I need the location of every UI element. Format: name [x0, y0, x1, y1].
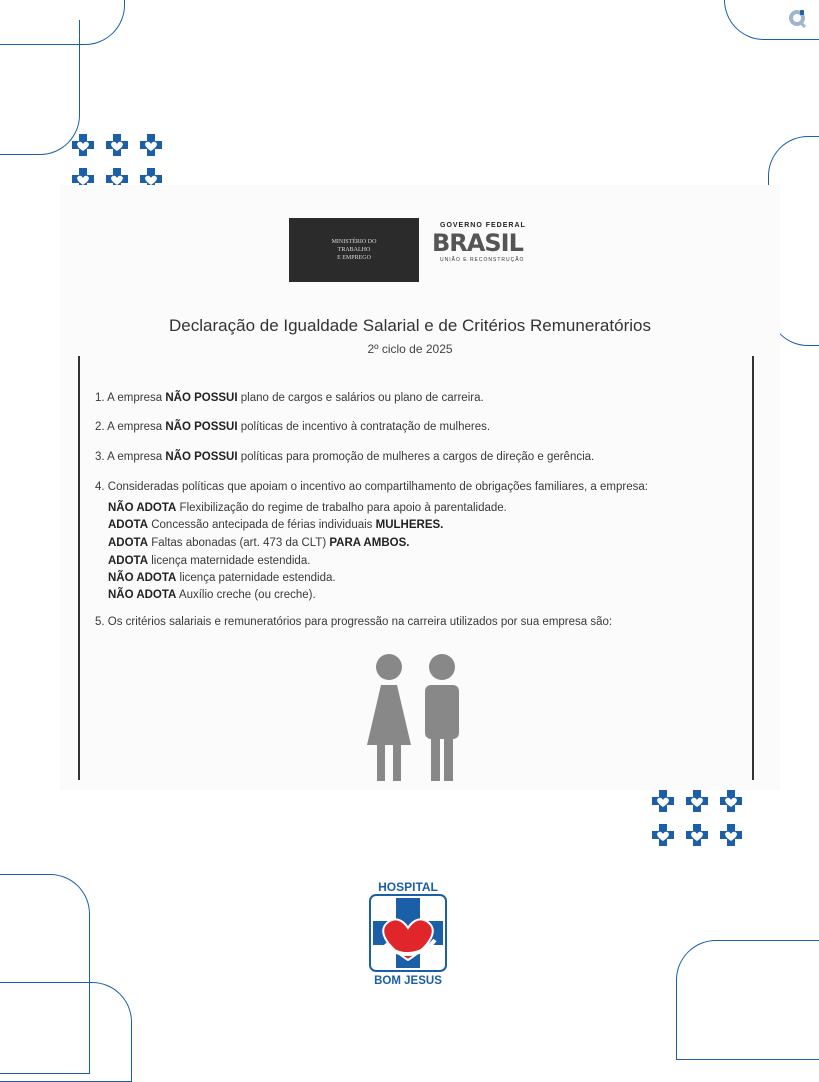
- document-subtitle: 2º ciclo de 2025: [367, 342, 453, 356]
- policy-item: [108, 519, 443, 531]
- policy-status: ADOTA: [108, 519, 149, 531]
- cross-heart-icon: [652, 790, 674, 812]
- statement-3-status: NÃO POSSUI: [165, 451, 238, 463]
- q-logo-icon: [786, 6, 810, 30]
- statement-2-prefix: 2. A empresa: [95, 421, 166, 433]
- government-logo: [432, 222, 537, 278]
- cross-heart-icon: [720, 790, 742, 812]
- cross-heart-icon: [686, 790, 708, 812]
- ministry-line-3: E EMPREGO: [337, 255, 371, 261]
- policy-text: Concessão antecipada de férias individuais: [148, 519, 376, 531]
- hospital-name-bottom: BOM JESUS: [374, 975, 442, 987]
- policy-item: [108, 555, 310, 567]
- border-left: [78, 356, 80, 780]
- statement-2: [95, 421, 490, 433]
- corner-frame-bottom-right: [676, 940, 819, 1060]
- policy-text: licença maternidade estendida.: [148, 555, 311, 567]
- statement-5: 5. Os critérios salariais e remuneratórios para progressão na carreira utilizados por sua empresa são:: [95, 616, 613, 628]
- cross-heart-icon: [106, 134, 128, 156]
- statement-3-prefix: 3. A empresa: [95, 451, 166, 463]
- cross-heart-icon: [72, 134, 94, 156]
- policy-text: Faltas abonadas (art. 473 da CLT): [148, 537, 330, 549]
- corner-frame-top-left-2: [0, 20, 80, 155]
- policy-item: [108, 589, 316, 601]
- document-title: Declaração de Igualdade Salarial e de Critérios Remuneratórios: [169, 316, 651, 335]
- corner-frame-bottom-left-2: [0, 982, 132, 1082]
- policy-status: ADOTA: [108, 555, 149, 567]
- policy-item: [108, 502, 507, 514]
- ministry-line-1: MINISTÉRIO DO: [331, 239, 377, 245]
- hospital-logo: [362, 880, 454, 990]
- statement-3: [95, 451, 594, 463]
- statement-1-text: plano de cargos e salários ou plano de carreira.: [237, 392, 484, 404]
- policy-status: NÃO ADOTA: [108, 572, 177, 584]
- cross-grid-bottom-right: [652, 790, 742, 846]
- policy-suffix: PARA AMBOS.: [329, 537, 410, 549]
- policy-text: licença paternidade estendida.: [176, 572, 336, 584]
- policy-text: Auxílio creche (ou creche).: [176, 589, 316, 601]
- cross-heart-icon: [686, 824, 708, 846]
- statement-1: [95, 392, 484, 404]
- man-woman-icon: [355, 653, 475, 783]
- policy-status: NÃO ADOTA: [108, 502, 177, 514]
- ministry-line-2: TRABALHO: [337, 247, 371, 253]
- statement-1-status: NÃO POSSUI: [165, 392, 238, 404]
- gov-brasil-word: BRASIL: [432, 229, 523, 257]
- statement-2-text: políticas de incentivo à contratação de mulheres.: [237, 421, 491, 433]
- cross-heart-icon: [369, 894, 447, 972]
- policy-suffix: MULHERES.: [375, 519, 444, 531]
- statement-4: 4. Consideradas políticas que apoiam o incentivo ao compartilhamento de obrigações familiares, a empresa:: [95, 481, 648, 493]
- policy-text: Flexibilização do regime de trabalho para apoio à parentalidade.: [176, 502, 507, 514]
- policy-status: ADOTA: [108, 537, 149, 549]
- policy-item: [108, 572, 336, 584]
- statement-3-text: políticas para promoção de mulheres a cargos de direção e gerência.: [237, 451, 595, 463]
- gov-top-label: GOVERNO FEDERAL: [440, 222, 526, 229]
- border-right: [752, 356, 754, 780]
- policy-status: NÃO ADOTA: [108, 589, 177, 601]
- cross-heart-icon: [720, 824, 742, 846]
- hospital-name-top: HOSPITAL: [378, 880, 438, 894]
- cross-heart-icon: [140, 134, 162, 156]
- statement-1-prefix: 1. A empresa: [95, 392, 166, 404]
- gov-sub-label: UNIÃO E RECONSTRUÇÃO: [440, 257, 525, 263]
- statement-2-status: NÃO POSSUI: [165, 421, 238, 433]
- cross-grid-top-left: [72, 134, 162, 190]
- policy-item: [108, 537, 409, 549]
- ministry-logo: [289, 218, 419, 282]
- cross-heart-icon: [652, 824, 674, 846]
